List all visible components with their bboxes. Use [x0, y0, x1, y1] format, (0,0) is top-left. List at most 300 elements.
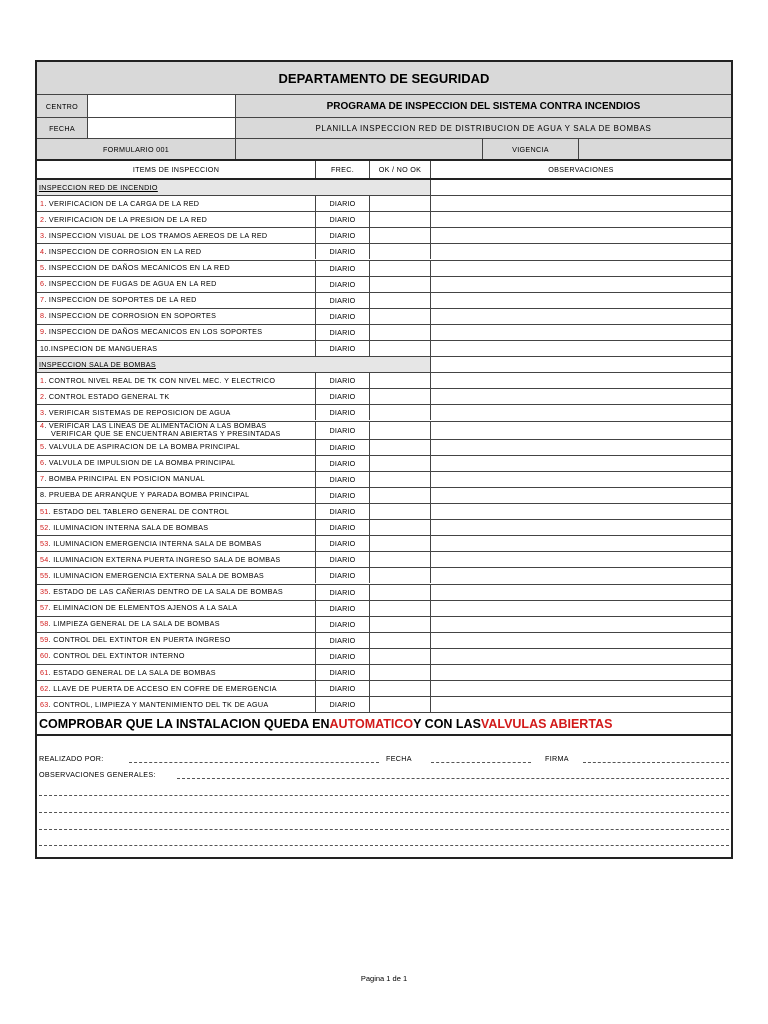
item-label: . ESTADO DEL TABLERO GENERAL DE CONTROL [48, 506, 230, 516]
observation-cell[interactable] [431, 697, 731, 712]
observation-cell[interactable] [431, 681, 731, 696]
item-text [37, 669, 216, 677]
item-cell [37, 520, 316, 535]
observation-cell[interactable] [431, 261, 731, 276]
item-cell [37, 341, 316, 356]
frequency-cell: DIARIO [316, 520, 370, 535]
item-cell [37, 389, 316, 404]
section-title: INSPECCION SALA DE BOMBAS [37, 357, 431, 372]
ok-cell[interactable] [370, 456, 431, 471]
observation-cell[interactable] [431, 520, 731, 535]
inspection-form [35, 60, 733, 859]
item-line [40, 669, 216, 677]
table-row [37, 422, 731, 439]
item-line [40, 296, 197, 304]
ok-cell[interactable] [370, 244, 431, 259]
frequency-cell: DIARIO [316, 504, 370, 519]
item-line [40, 652, 185, 660]
item-number: 4 [40, 246, 45, 256]
formulario-blank [236, 139, 483, 159]
item-text [37, 636, 231, 644]
observation-cell[interactable] [431, 341, 731, 356]
item-cell [37, 665, 316, 680]
table-row [37, 389, 731, 404]
item-line [40, 232, 267, 240]
frequency-cell: DIARIO [316, 228, 370, 243]
item-number: 54 [40, 554, 49, 564]
observaciones-line-5[interactable] [39, 845, 729, 846]
item-label: . ILUMINACION INTERNA SALA DE BOMBAS [48, 522, 209, 532]
item-cell [37, 228, 316, 243]
formulario-row [37, 139, 731, 159]
table-row [37, 196, 731, 211]
item-label: . INSPECCION DE DAÑOS MECANICOS EN LA RED [44, 263, 230, 273]
formulario-label: FORMULARIO 001 [37, 139, 236, 159]
item-number: 35 [40, 587, 49, 597]
fecha-line[interactable] [431, 762, 531, 763]
item-line [40, 540, 262, 548]
section-obs-blank [431, 357, 731, 372]
item-number: 5 [40, 263, 45, 273]
item-label: . VALVULA DE IMPULSION DE LA BOMBA PRINCIPAL [44, 458, 236, 468]
firma-label: FIRMA [545, 754, 569, 763]
item-label: . CONTROL, LIMPIEZA Y MANTENIMIENTO DEL TK DE AGUA [48, 699, 269, 709]
table-row [37, 293, 731, 308]
col-items: ITEMS DE INSPECCION [37, 161, 316, 178]
ok-cell[interactable] [370, 341, 431, 356]
item-number: 7 [40, 474, 45, 484]
item-number: 52 [40, 522, 49, 532]
column-header-row [37, 161, 731, 178]
table-row [37, 681, 731, 696]
ok-cell[interactable] [370, 309, 431, 324]
item-cell [37, 472, 316, 487]
item-label: . ILUMINACION EMERGENCIA INTERNA SALA DE BOMBAS [48, 538, 262, 548]
item-label: . ELIMINACION DE ELEMENTOS AJENOS A LA SALA [48, 603, 238, 613]
frequency-cell: DIARIO [316, 488, 370, 503]
col-ok: OK / NO OK [370, 161, 431, 178]
program-title: PROGRAMA DE INSPECCION DEL SISTEMA CONTRA INCENDIOS [236, 95, 731, 117]
item-number: 6 [40, 458, 45, 468]
observation-cell[interactable] [431, 552, 731, 567]
item-text [37, 296, 197, 304]
item-cell [37, 488, 316, 503]
item-number: 5 [40, 442, 45, 452]
ok-cell[interactable] [370, 277, 431, 292]
item-text [37, 393, 169, 401]
item-cell [37, 325, 316, 340]
item-number: 61 [40, 667, 49, 677]
section-header [37, 357, 731, 372]
item-text [37, 409, 231, 417]
item-cell [37, 504, 316, 519]
ok-cell[interactable] [370, 293, 431, 308]
firma-line[interactable] [583, 762, 729, 763]
item-label: . VALVULA DE ASPIRACION DE LA BOMBA PRINCIPAL [44, 442, 240, 452]
ok-cell[interactable] [370, 405, 431, 420]
item-label: . INSPECCION VISUAL DE LOS TRAMOS AEREOS DE LA RED [44, 230, 268, 240]
item-label: . INSPECCION DE CORROSION EN SOPORTES [44, 311, 217, 321]
table-row [37, 261, 731, 276]
item-cell [37, 536, 316, 551]
centro-field[interactable] [88, 95, 236, 117]
item-line [40, 328, 262, 336]
item-number: 62 [40, 683, 49, 693]
observation-cell[interactable] [431, 633, 731, 648]
frequency-cell: DIARIO [316, 552, 370, 567]
table-row [37, 601, 731, 616]
centro-label: CENTRO [37, 95, 88, 117]
notice-text [37, 714, 731, 734]
item-text [37, 377, 275, 385]
item-label-line2: VERIFICAR QUE SE ENCUENTRAN ABIERTAS Y PRESINTADAS [51, 429, 281, 439]
item-line [40, 264, 230, 272]
item-line [40, 200, 199, 208]
page-footer: Pagina 1 de 1 [360, 974, 408, 983]
item-text [37, 572, 264, 580]
observation-cell[interactable] [431, 309, 731, 324]
item-text [37, 200, 199, 208]
item-number: 6 [40, 279, 45, 289]
item-line [40, 409, 231, 417]
item-cell [37, 244, 316, 259]
ok-cell[interactable] [370, 422, 431, 439]
table-row [37, 277, 731, 292]
item-text [37, 232, 267, 240]
item-text [37, 604, 238, 612]
item-line [40, 216, 207, 224]
item-cell [37, 405, 316, 420]
frequency-cell: DIARIO [316, 440, 370, 455]
frequency-cell: DIARIO [316, 585, 370, 600]
table-row [37, 520, 731, 535]
table-row [37, 617, 731, 632]
observation-cell[interactable] [431, 617, 731, 632]
item-label: . VERIFICAR LAS LINEAS DE ALIMENTACION A LAS BOMBAS [44, 421, 267, 431]
ok-cell[interactable] [370, 325, 431, 340]
item-label: 8. PRUEBA DE ARRANQUE Y PARADA BOMBA PRINCIPAL [40, 490, 250, 500]
observation-cell[interactable] [431, 405, 731, 420]
item-cell [37, 585, 316, 600]
fecha-label: FECHA [37, 118, 88, 138]
item-number: 2 [40, 391, 45, 401]
item-line [40, 345, 157, 353]
table-row [37, 456, 731, 471]
table-row [37, 228, 731, 243]
item-text [37, 216, 207, 224]
item-label: . ILUMINACION EXTERNA PUERTA INGRESO SALA DE BOMBAS [48, 554, 281, 564]
observation-cell[interactable] [431, 422, 731, 439]
item-line [40, 685, 277, 693]
ok-cell[interactable] [370, 536, 431, 551]
item-cell [37, 697, 316, 712]
observaciones-line-2[interactable] [39, 795, 729, 796]
item-line [40, 280, 217, 288]
frequency-cell: DIARIO [316, 373, 370, 388]
ok-cell[interactable] [370, 389, 431, 404]
notice-row [37, 714, 731, 734]
item-text [37, 264, 230, 272]
frequency-cell: DIARIO [316, 697, 370, 712]
item-number: 7 [40, 295, 45, 305]
frequency-cell: DIARIO [316, 405, 370, 420]
item-label: . ILUMINACION EMERGENCIA EXTERNA SALA DE BOMBAS [48, 570, 265, 580]
ok-cell[interactable] [370, 196, 431, 211]
ok-cell[interactable] [370, 440, 431, 455]
table-row [37, 405, 731, 420]
frequency-cell: DIARIO [316, 568, 370, 583]
frequency-cell: DIARIO [316, 325, 370, 340]
observation-cell[interactable] [431, 228, 731, 243]
department-title: DEPARTAMENTO DE SEGURIDAD [37, 62, 731, 94]
realizado-line[interactable] [129, 762, 379, 763]
item-text [37, 345, 157, 353]
ok-cell[interactable] [370, 212, 431, 227]
item-number: 1 [40, 198, 45, 208]
notice-part1: COMPROBAR QUE LA INSTALACION QUEDA EN [39, 717, 330, 731]
item-text [37, 652, 185, 660]
table-row [37, 633, 731, 648]
ok-cell[interactable] [370, 488, 431, 503]
item-text [37, 524, 208, 532]
item-number: 57 [40, 603, 49, 613]
observation-cell[interactable] [431, 472, 731, 487]
ok-cell[interactable] [370, 228, 431, 243]
item-label: . INSPECCION DE DAÑOS MECANICOS EN LOS SOPORTES [44, 327, 263, 337]
item-number: 51 [40, 506, 49, 516]
table-row [37, 488, 731, 503]
frequency-cell: DIARIO [316, 536, 370, 551]
item-cell [37, 633, 316, 648]
item-line [40, 508, 229, 516]
item-cell [37, 456, 316, 471]
item-text [37, 588, 283, 596]
item-number: 2 [40, 214, 45, 224]
table-row [37, 373, 731, 388]
item-label: . ESTADO DE LAS CAÑERIAS DENTRO DE LA SALA DE BOMBAS [48, 587, 283, 597]
observation-cell[interactable] [431, 440, 731, 455]
table-row [37, 697, 731, 712]
ok-cell[interactable] [370, 649, 431, 664]
section-header [37, 180, 731, 195]
observation-cell[interactable] [431, 212, 731, 227]
vigencia-label: VIGENCIA [483, 139, 579, 159]
item-number: 55 [40, 570, 49, 580]
ok-cell[interactable] [370, 520, 431, 535]
observation-cell[interactable] [431, 504, 731, 519]
item-text [37, 491, 249, 499]
centro-row [37, 95, 731, 117]
ok-cell[interactable] [370, 568, 431, 583]
ok-cell[interactable] [370, 601, 431, 616]
realizado-label: REALIZADO POR: [39, 754, 104, 763]
vigencia-field[interactable] [579, 139, 731, 159]
item-cell [37, 309, 316, 324]
section-title: INSPECCION RED DE INCENDIO [37, 180, 431, 195]
item-line [40, 604, 238, 612]
observation-cell[interactable] [431, 293, 731, 308]
ok-cell[interactable] [370, 552, 431, 567]
item-cell [37, 552, 316, 567]
table-row [37, 325, 731, 340]
frequency-cell: DIARIO [316, 681, 370, 696]
observation-cell[interactable] [431, 601, 731, 616]
observation-cell[interactable] [431, 456, 731, 471]
fecha-field[interactable] [88, 118, 236, 138]
item-line [40, 572, 264, 580]
item-label: 10.INSPECION DE MANGUERAS [40, 343, 158, 353]
item-cell [37, 212, 316, 227]
observaciones-line-3[interactable] [39, 812, 729, 813]
item-text [37, 328, 262, 336]
frequency-cell: DIARIO [316, 389, 370, 404]
frequency-cell: DIARIO [316, 456, 370, 471]
item-line [40, 393, 169, 401]
table-row [37, 440, 731, 455]
item-number: 58 [40, 619, 49, 629]
item-cell [37, 649, 316, 664]
table-row [37, 568, 731, 583]
ok-cell[interactable] [370, 633, 431, 648]
planilla-title: PLANILLA INSPECCION RED DE DISTRIBUCION DE AGUA Y SALA DE BOMBAS [236, 118, 731, 138]
ok-cell[interactable] [370, 472, 431, 487]
ok-cell[interactable] [370, 585, 431, 600]
item-number: 63 [40, 699, 49, 709]
table-row [37, 649, 731, 664]
item-line [40, 588, 283, 596]
item-label: . LIMPIEZA GENERAL DE LA SALA DE BOMBAS [48, 619, 220, 629]
table-row [37, 309, 731, 324]
item-text [37, 620, 220, 628]
item-cell [37, 422, 316, 439]
item-line [40, 556, 281, 564]
ok-cell[interactable] [370, 665, 431, 680]
item-cell [37, 293, 316, 308]
item-cell [37, 277, 316, 292]
ok-cell[interactable] [370, 373, 431, 388]
item-number: 59 [40, 635, 49, 645]
table-row [37, 341, 731, 356]
frequency-cell: DIARIO [316, 293, 370, 308]
item-text [37, 312, 216, 320]
observation-cell[interactable] [431, 649, 731, 664]
item-text [37, 248, 201, 256]
table-row [37, 212, 731, 227]
item-label: . VERIFICACION DE LA CARGA DE LA RED [44, 198, 200, 208]
item-text [37, 459, 235, 467]
item-line [40, 636, 231, 644]
item-label: . BOMBA PRINCIPAL EN POSICION MANUAL [44, 474, 205, 484]
frequency-cell: DIARIO [316, 601, 370, 616]
observation-cell[interactable] [431, 665, 731, 680]
observation-cell[interactable] [431, 373, 731, 388]
table-row [37, 536, 731, 551]
observaciones-label: OBSERVACIONES GENERALES: [39, 770, 156, 779]
ok-cell[interactable] [370, 681, 431, 696]
item-line [40, 475, 205, 483]
item-text [37, 508, 229, 516]
frequency-cell: DIARIO [316, 261, 370, 276]
item-label: . INSPECCION DE CORROSION EN LA RED [44, 246, 202, 256]
item-label: . CONTROL DEL EXTINTOR INTERNO [48, 651, 185, 661]
item-cell [37, 617, 316, 632]
observation-cell[interactable] [431, 244, 731, 259]
fecha-sign-label: FECHA [386, 754, 412, 763]
item-text [37, 422, 281, 438]
observation-cell[interactable] [431, 389, 731, 404]
item-cell [37, 373, 316, 388]
ok-cell[interactable] [370, 504, 431, 519]
frequency-cell: DIARIO [316, 196, 370, 211]
item-text [37, 280, 217, 288]
item-cell [37, 568, 316, 583]
table-row [37, 585, 731, 600]
frequency-cell: DIARIO [316, 665, 370, 680]
item-text [37, 685, 277, 693]
frequency-cell: DIARIO [316, 244, 370, 259]
item-line [40, 620, 220, 628]
notice-automatico: AUTOMATICO [329, 717, 414, 731]
observaciones-line-4[interactable] [39, 829, 729, 830]
item-number: 9 [40, 327, 45, 337]
table-row [37, 665, 731, 680]
item-label: . INSPECCION DE SOPORTES DE LA RED [44, 295, 197, 305]
observaciones-line-1[interactable] [177, 778, 729, 779]
title-row [37, 62, 731, 94]
col-freq: FREC. [316, 161, 370, 178]
item-label: . VERIFICAR SISTEMAS DE REPOSICION DE AGUA [44, 407, 231, 417]
ok-cell[interactable] [370, 261, 431, 276]
item-text [37, 475, 205, 483]
ok-cell[interactable] [370, 697, 431, 712]
item-cell [37, 440, 316, 455]
frequency-cell: DIARIO [316, 341, 370, 356]
section-obs-blank [431, 180, 731, 195]
item-cell [37, 261, 316, 276]
observation-cell[interactable] [431, 568, 731, 583]
item-line [40, 248, 201, 256]
item-text [37, 443, 240, 451]
ok-cell[interactable] [370, 617, 431, 632]
table-row [37, 504, 731, 519]
observation-cell[interactable] [431, 585, 731, 600]
item-number: 4 [40, 421, 45, 431]
item-number: 53 [40, 538, 49, 548]
item-label: . ESTADO GENERAL DE LA SALA DE BOMBAS [48, 667, 216, 677]
frequency-cell: DIARIO [316, 212, 370, 227]
item-label: . LLAVE DE PUERTA DE ACCESO EN COFRE DE EMERGENCIA [48, 683, 277, 693]
item-text [37, 540, 262, 548]
frequency-cell: DIARIO [316, 309, 370, 324]
item-line [40, 459, 235, 467]
observation-cell[interactable] [431, 196, 731, 211]
frequency-cell: DIARIO [316, 633, 370, 648]
table-row [37, 472, 731, 487]
observation-cell[interactable] [431, 536, 731, 551]
item-line [40, 443, 240, 451]
item-line [40, 701, 269, 709]
observation-cell[interactable] [431, 277, 731, 292]
item-label: . CONTROL NIVEL REAL DE TK CON NIVEL MEC. Y ELECTRICO [44, 375, 276, 385]
item-line [40, 524, 208, 532]
observation-cell[interactable] [431, 325, 731, 340]
frequency-cell: DIARIO [316, 422, 370, 439]
frequency-cell: DIARIO [316, 649, 370, 664]
observation-cell[interactable] [431, 488, 731, 503]
item-line [40, 312, 216, 320]
item-cell [37, 196, 316, 211]
frequency-cell: DIARIO [316, 472, 370, 487]
